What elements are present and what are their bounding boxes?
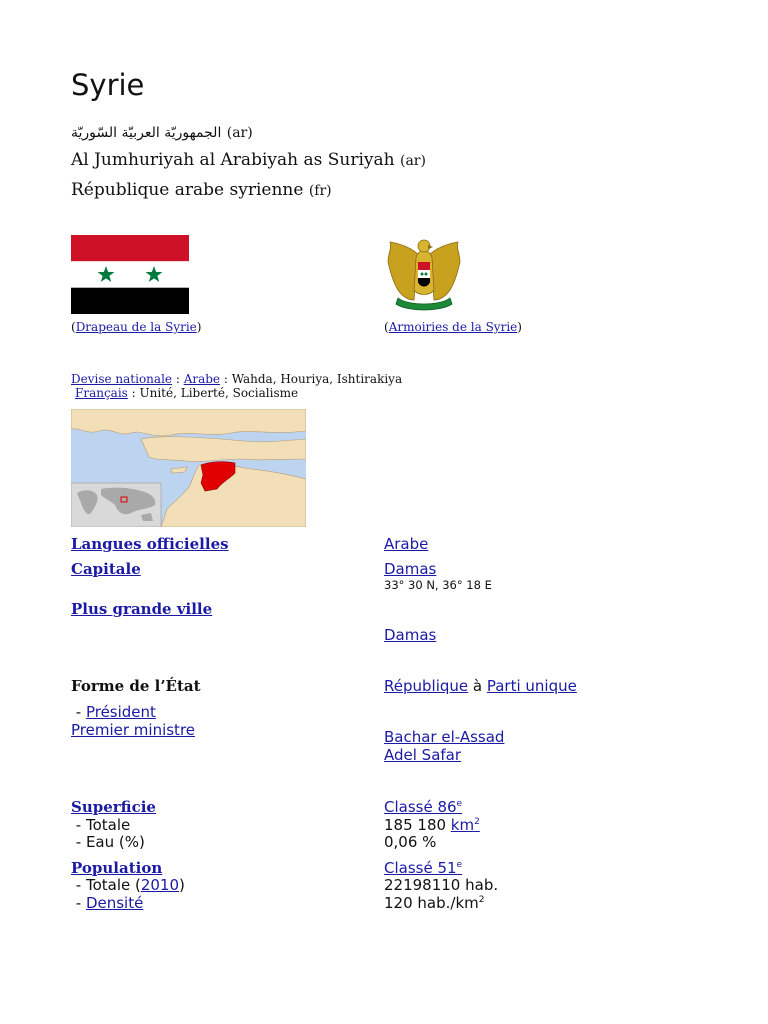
grande-ville-damas-link[interactable]: Damas	[384, 626, 437, 644]
superficie-totale-value: 185 180 km$^2$	[384, 816, 480, 834]
shield-star-1	[421, 273, 424, 276]
capitale-damas-link[interactable]: Damas	[384, 560, 437, 578]
forme-etat-label: Forme de l’État	[71, 677, 201, 695]
name-transliterated: Al Jumhuriyah al Arabiyah as Suriyah (ar)	[71, 150, 426, 170]
president-link[interactable]: Président	[85, 703, 156, 721]
densite-row-label: - Densité	[71, 894, 144, 912]
location-map-image[interactable]	[71, 409, 306, 527]
year-2010-link[interactable]: 2010	[140, 876, 180, 894]
motto-line-1: Devise nationale : Arabe : Wahda, Houriya, Ishtirakiya	[71, 372, 403, 386]
adel-safar-link[interactable]: Adel Safar	[384, 746, 462, 764]
republique-link[interactable]: République	[384, 677, 469, 695]
population-rank-link[interactable]: Classé 51e	[384, 859, 463, 877]
arms-caption-link[interactable]: Armoiries de la Syrie	[388, 320, 518, 334]
km2-link[interactable]: km$^2$	[450, 816, 480, 834]
capitale-link[interactable]: Capitale	[71, 560, 141, 578]
superficie-totale-label: - Totale	[71, 816, 131, 834]
flag-caption-link[interactable]: Drapeau de la Syrie	[75, 320, 197, 334]
forme-etat-value: République à Parti unique	[384, 677, 577, 695]
shield-star-2	[425, 273, 428, 276]
page-title: Syrie	[71, 68, 145, 102]
population-totale-label: - Totale (2010)	[71, 876, 185, 894]
motto-label-link[interactable]: Devise nationale	[71, 372, 173, 386]
superficie-rank-link[interactable]: Classé 86e	[384, 798, 463, 816]
syria-flag-image[interactable]	[71, 235, 189, 314]
eau-label: - Eau (%)	[71, 833, 145, 851]
flag-red-band	[71, 235, 189, 261]
flag-white-band	[71, 261, 189, 287]
name-french: République arabe syrienne (fr)	[71, 180, 332, 200]
flag-caption: (Drapeau de la Syrie)	[71, 320, 202, 334]
plus-grande-ville-link[interactable]: Plus grande ville	[71, 600, 213, 618]
shield-white	[418, 270, 430, 278]
name-arabic: الجمهوريّة العربيّة السّوريّة (ar)	[71, 125, 253, 141]
coat-of-arms-image[interactable]	[384, 234, 464, 314]
premier-ministre-link[interactable]: Premier ministre	[71, 721, 196, 739]
superficie-link[interactable]: Superficie	[71, 798, 156, 816]
parti-unique-link[interactable]: Parti unique	[486, 677, 577, 695]
arms-caption: (Armoiries de la Syrie)	[384, 320, 522, 334]
eau-value: 0,06 %	[384, 833, 437, 851]
langues-officielles-link[interactable]: Langues officielles	[71, 535, 229, 553]
capitale-coordinates: 33° 30 N, 36° 18 E	[384, 578, 492, 592]
densite-value: 120 $hab./km^2$	[384, 894, 485, 912]
motto-lang-arabic-link[interactable]: Arabe	[183, 372, 221, 386]
president-row-label: - Président	[71, 703, 156, 721]
flag-black-band	[71, 288, 189, 314]
langue-arabe-link[interactable]: Arabe	[384, 535, 429, 553]
densite-link[interactable]: Densité	[85, 894, 144, 912]
bachar-el-assad-link[interactable]: Bachar el-Assad	[384, 728, 505, 746]
population-totale-value: 22198110 hab.	[384, 876, 499, 894]
eagle-beak	[428, 245, 433, 249]
motto-lang-french-link[interactable]: Français	[75, 386, 128, 400]
scroll-ribbon	[396, 298, 452, 310]
shield-red	[418, 262, 430, 270]
motto-line-2: Français : Unité, Liberté, Socialisme	[75, 386, 299, 400]
population-link[interactable]: Population	[71, 859, 163, 877]
